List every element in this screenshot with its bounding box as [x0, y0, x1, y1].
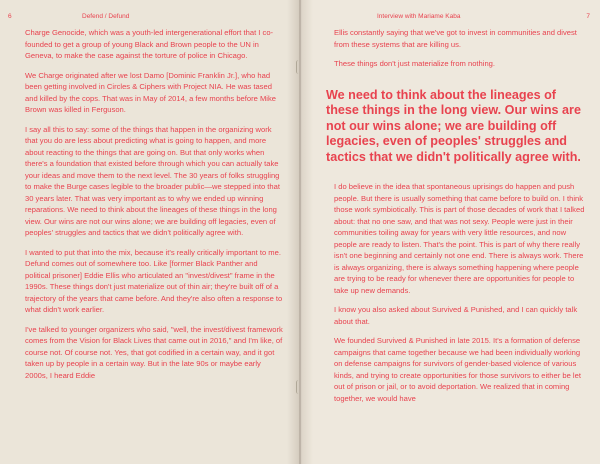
right-page-header [320, 13, 590, 27]
right-body-text [320, 181, 586, 404]
page-number: 6 [8, 13, 12, 20]
binding-staple [296, 60, 301, 74]
left-page-header [8, 13, 284, 27]
paragraph: I do believe in the idea that spontaneous uprisings do happen and push people. But there is usually something that came before to build on. I think those work symbiotically. This is part of those decades of work that I talked about: that no one saw, and that was not sexy. People were just in their communities toiling away for years with very little resources, and now people are ready to listen. That's the point. This is part of why there really isn't one beginning and certainly not one end. There is always work. There is always organizing, there is always something happening where people are trying to be ready for whenever there are opportunities for people to take up new demands. [334, 182, 585, 295]
page-number: 7 [586, 13, 590, 20]
paragraph: Ellis constantly saying that we've got to invest in communities and divest from these systems that are killing us. [334, 28, 577, 49]
binding-staple [296, 380, 301, 394]
paragraph: I say all this to say: some of the things that happen in the organizing work that you do are less about predicting what is going to happen, and more about reacting to the things that are going on. But that only works when there's a foundation that existed before through which you can actually take your ideas and move them to the next level. The 30 years of folks struggling to make the Burge cases legible to the broader public—we stepped into that 30 years later. That was very important as to why we ended up winning reparations. We need to think about the lineages of these things in the long view. Our wins are not our wins alone; we are building off legacies, even of peoples' struggles and tactics that we didn't politically agree with. [25, 124, 280, 237]
paragraph: I've talked to younger organizers who said, "well, the invest/divest framework comes from the Vision for Black Lives that came out in 2016," and I'm like, of course not. Of course not. Yes, that got codified in a certain way, and it got taken up by people in a certain way. But in the late 90s or maybe early 2000s, I heard Eddie [25, 324, 283, 380]
right-page [300, 0, 600, 464]
right-intro-text [320, 27, 586, 70]
pull-quote: We need to think about the lineages of these things in the long view. Our wins are not our wins alone; we are building off legacies, even of peoples' struggles and tactics that we didn't politically agree with. [326, 87, 581, 164]
left-body-text [25, 27, 284, 381]
running-head: Defend / Defund [82, 13, 130, 20]
paragraph: I wanted to put that into the mix, because it's really critically important to me. Defund comes out of somewhere too. Like [former Black Panther and political prisoner] Eddie Ellis who articulated an "invest/divest" frame in the 1990s. These things don't just materialize out of thin air; they're built off of a trajectory of the years that came before. And they're also often a response to what didn't work earlier. [25, 247, 283, 314]
paragraph: We founded Survived & Punished in late 2015. It's a formation of defense campaigns that came together because we had been individually working on defense campaigns for survivors of gender-based violence of various kinds, and trying to create opportunities for those survivors to either be let out of prison or jail, or to avoid deportation. We realized that in coming together, we would have [334, 336, 581, 403]
running-head: Interview with Mariame Kaba [377, 13, 461, 20]
paragraph: I know you also asked about Survived & Punished, and I can quickly talk about that. [334, 305, 578, 326]
paragraph: Charge Genocide, which was a youth-led intergenerational effort that I co-founded to get a group of young Black and Brown people to the UN in Geneva, to make the case against the torture of police in Chicago. [25, 28, 274, 60]
paragraph: We Charge originated after we lost Damo [Dominic Franklin Jr.], who had been getting involved in Circles & Ciphers with Project NIA. He was tased and killed by the cops. That was in May of 2014, a few months before Mike Brown was killed in Ferguson. [25, 70, 277, 114]
paragraph: These things don't just materialize from nothing. [334, 59, 496, 68]
